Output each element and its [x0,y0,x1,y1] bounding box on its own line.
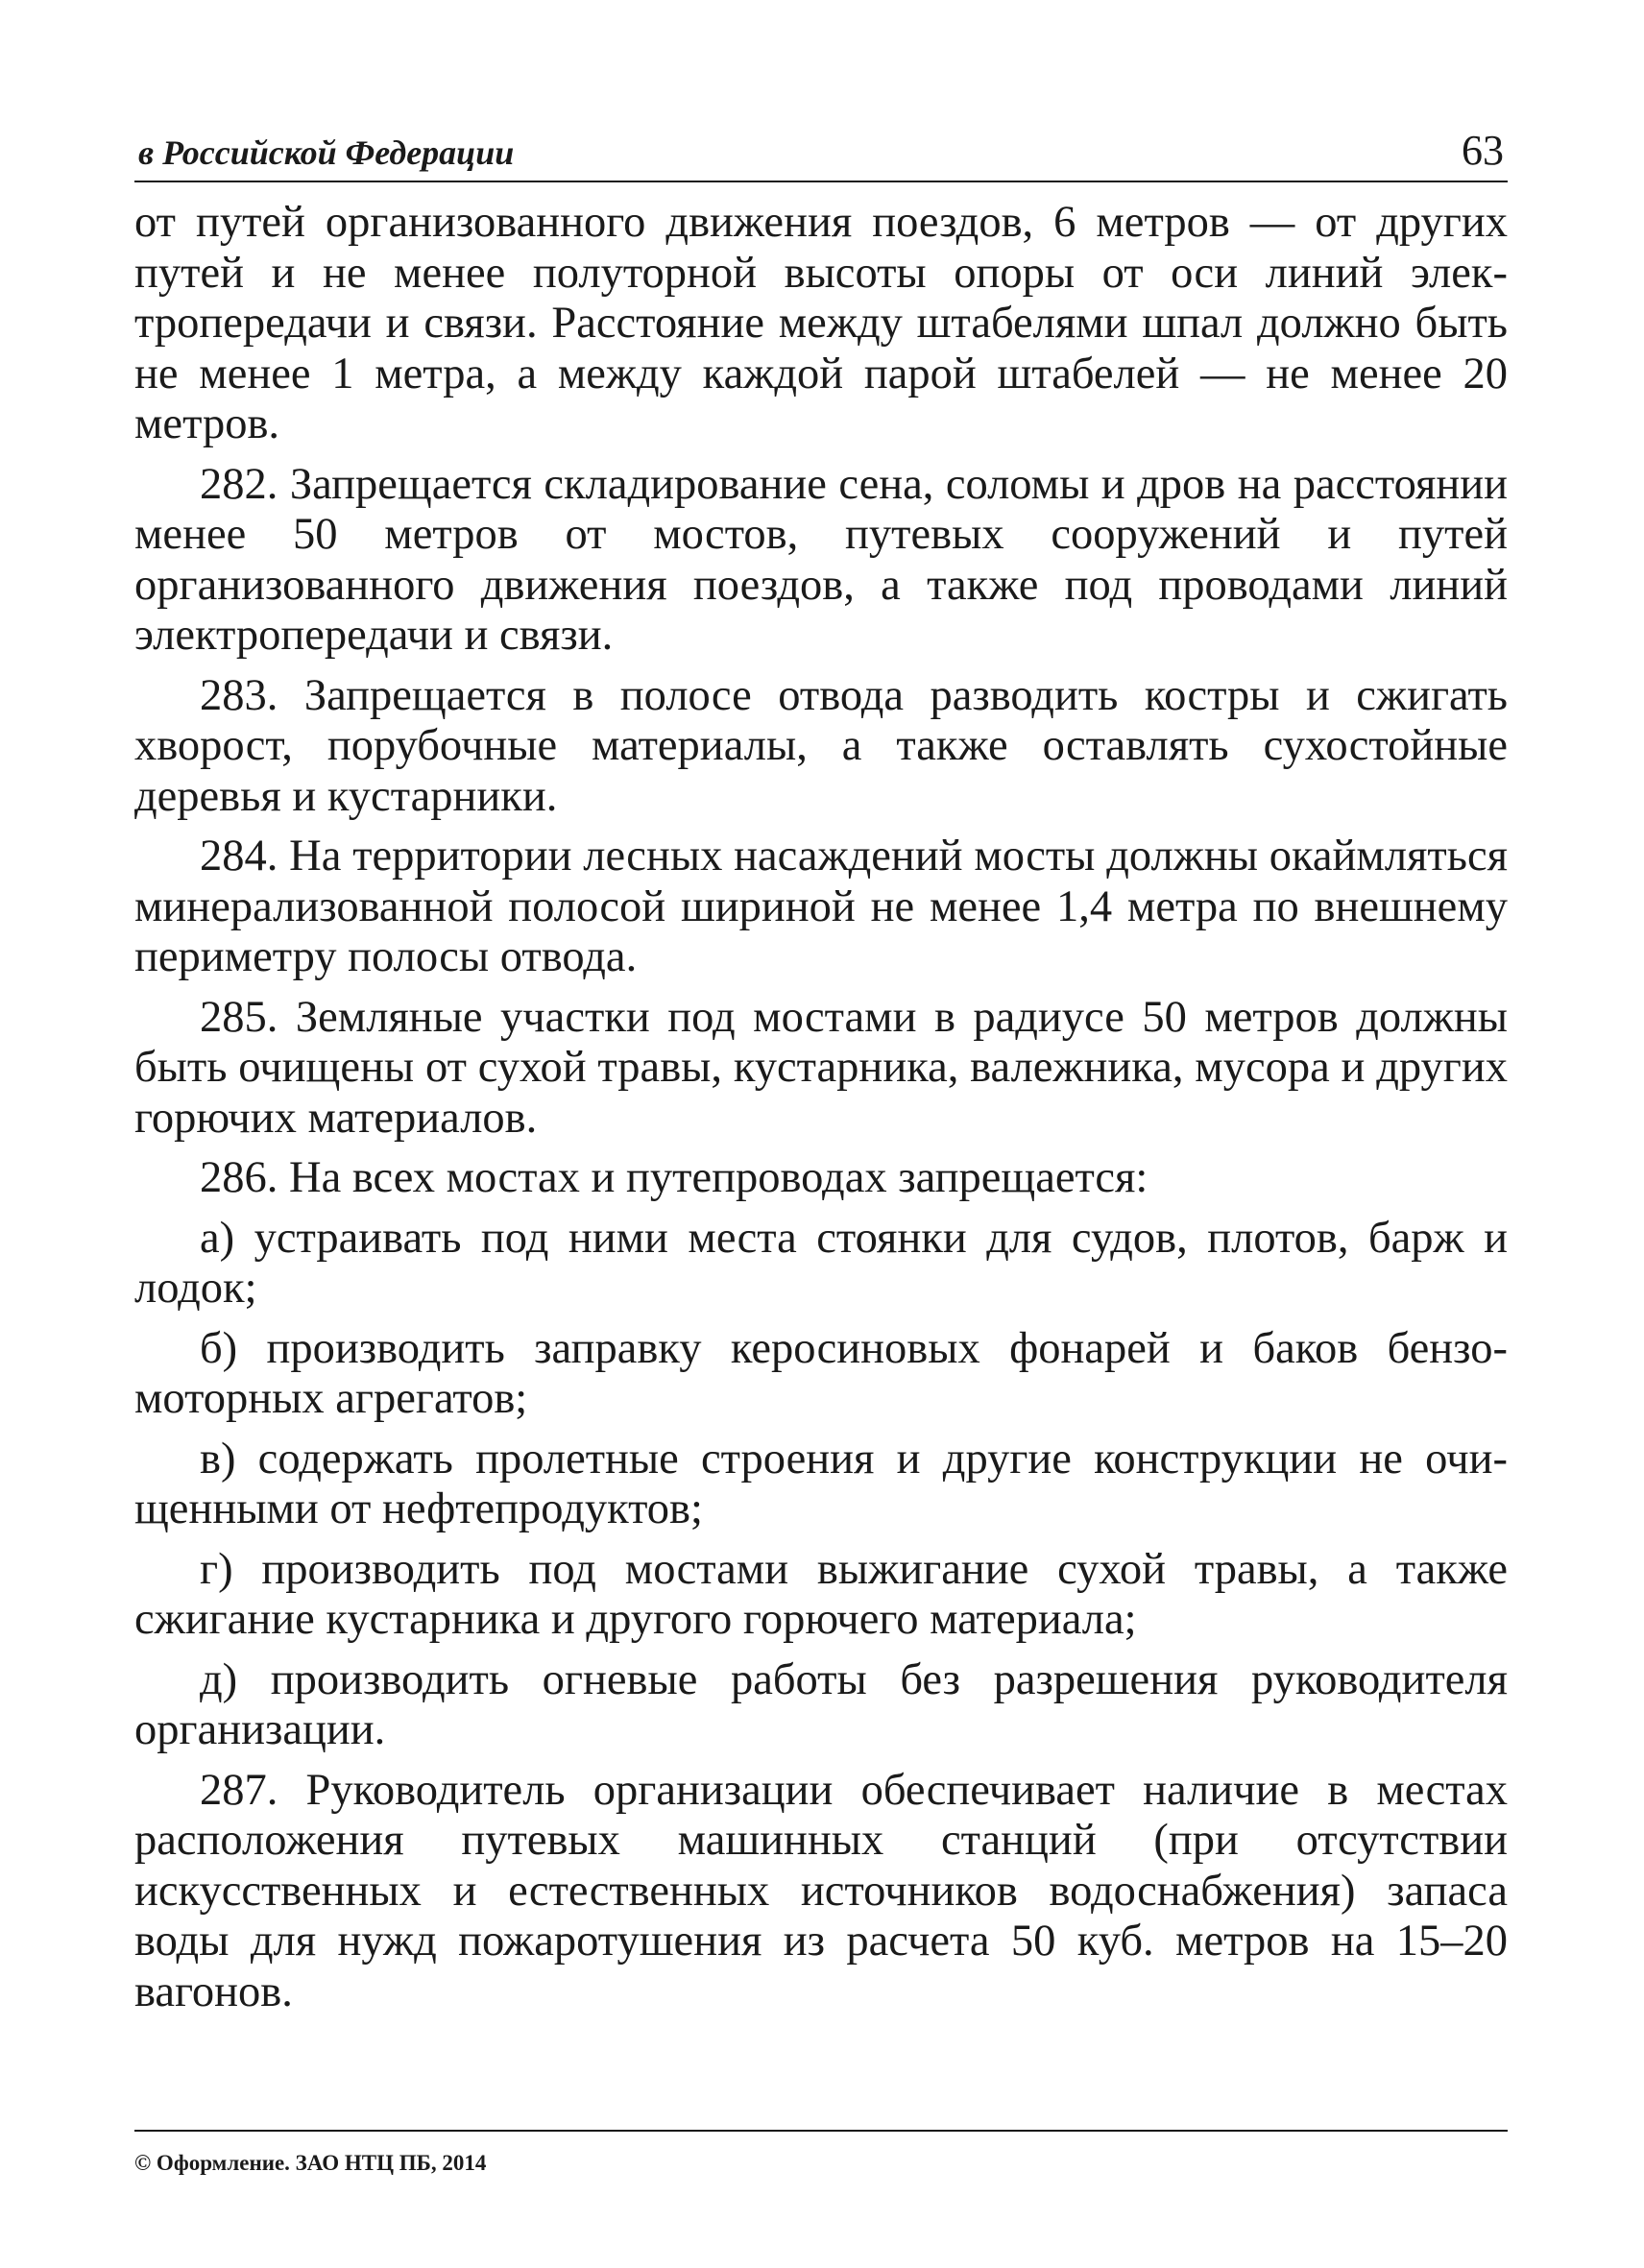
paragraph: от путей организованного движения поездов, 6 метров — от других путей и не менее полуторной высоты опоры от оси линий электропередачи и связи. Расстояние между штабелями шпал должно быть не менее 1 метра, а между каждой парой штабелей — не менее 20 метров. [134,198,1508,448]
list-item-a: а) устраивать под ними места стоянки для судов, плотов, барж и лодок; [134,1213,1508,1313]
page-number: 63 [1462,127,1504,174]
paragraph-283: 283. Запрещается в полосе отвода разводить костры и сжигать хворост, порубочные материалы, а также оставлять сухостойные деревья и кустарники. [134,670,1508,821]
paragraph-284: 284. На территории лесных насаждений мосты должны окаймляться минерализованной полосой шириной не менее 1,4 метра по внешнему периметру полосы отвода. [134,832,1508,981]
list-item-d: д) производить огневые работы без разрешения руководителя организации. [134,1654,1508,1754]
copyright-notice: © Оформление. ЗАО НТЦ ПБ, 2014 [134,2151,487,2175]
paragraph-287: 287. Руководитель организации обеспечивает наличие в местах расположения путевых машинных станций (при отсутствии искусственных и естественных источников водоснабжения) запаса воды для нужд пожаротушения из расчета 50 куб. метров на 15–20 вагонов. [134,1765,1508,2016]
footer [134,2130,1508,2175]
list-item-b: б) производить заправку керосиновых фонарей и баков бензомоторных агрегатов; [134,1323,1508,1423]
list-item-g: г) производить под мостами выжигание сухой травы, а также сжигание кустарника и другого горючего материала; [134,1544,1508,1644]
paragraph-285: 285. Земляные участки под мостами в радиусе 50 метров должны быть очищены от сухой травы, кустарника, валежника, мусора и других горючих материалов. [134,992,1508,1143]
paragraph-282: 282. Запрещается складирование сена, соломы и дров на расстоянии менее 50 метров от мостов, путевых сооружений и путей организованного движения поездов, а также под проводами линий электропередачи и связи. [134,459,1508,660]
list-item-v: в) содержать пролетные строения и другие конструкции не очищенными от нефтепродуктов; [134,1434,1508,1533]
header-title: в Российской Федерации [138,133,515,172]
running-header [134,123,1508,182]
paragraph-286: 286. На всех мостах и путепроводах запрещается: [200,1153,1148,1202]
body-text [134,198,1508,2027]
